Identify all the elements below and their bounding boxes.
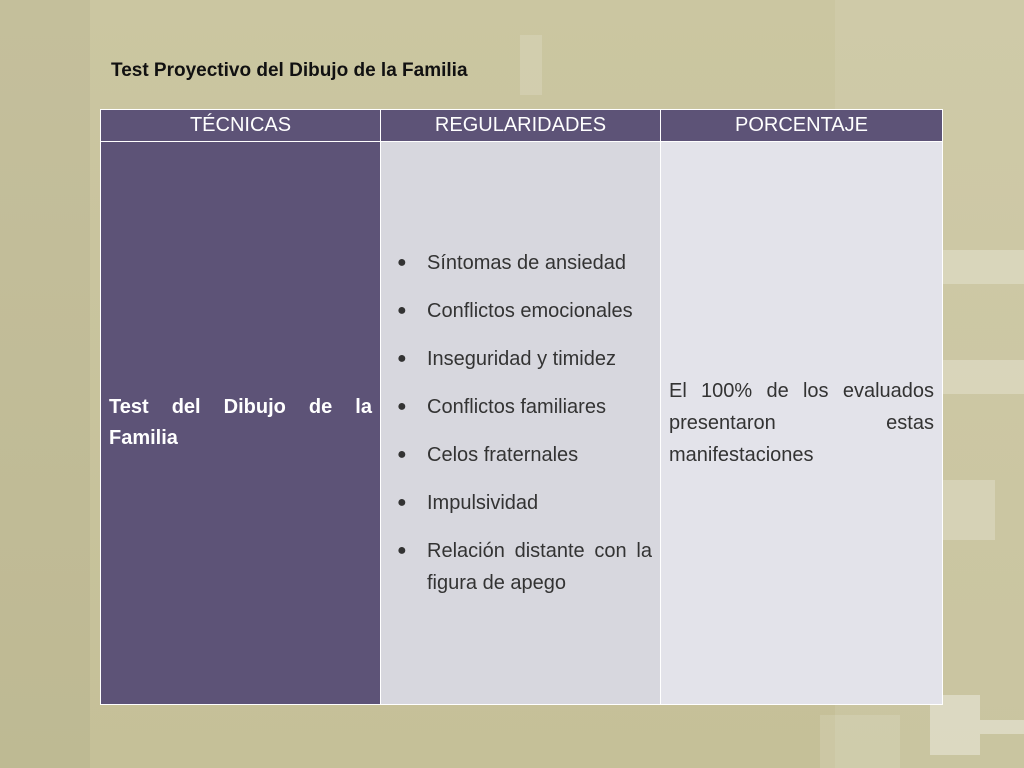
bullet-icon: ● — [397, 446, 407, 463]
background-bar — [940, 250, 1024, 284]
list-item — [395, 535, 652, 599]
list-item — [395, 343, 652, 375]
list-item-text: Impulsividad — [427, 492, 539, 514]
list-item-text: Síntomas de ansiedad — [427, 252, 627, 274]
table-row — [101, 142, 943, 705]
list-item — [395, 391, 652, 423]
list-item-text: Conflictos familiares — [427, 396, 606, 418]
table-header-row — [101, 110, 943, 142]
header-tecnicas: TÉCNICAS — [101, 110, 381, 142]
bullet-icon: ● — [397, 542, 407, 559]
regularities-list — [381, 247, 660, 599]
list-item-text: Inseguridad y timidez — [427, 348, 616, 370]
list-item — [395, 295, 652, 327]
bullet-icon: ● — [397, 398, 407, 415]
bullet-icon: ● — [397, 494, 407, 511]
technique-cell: Test del Dibujo de la Familia — [101, 142, 381, 705]
list-item-text: Relación distante con la figura de apego — [427, 540, 652, 594]
bullet-icon: ● — [397, 254, 407, 271]
bullet-icon: ● — [397, 302, 407, 319]
background-block — [820, 715, 900, 768]
percentage-cell: El 100% de los evaluados presentaron estas manifestaciones — [661, 142, 943, 705]
list-item-text: Conflictos emocionales — [427, 300, 633, 322]
bullet-icon: ● — [397, 350, 407, 367]
background-block — [940, 480, 995, 540]
results-table — [100, 109, 943, 705]
list-item — [395, 247, 652, 279]
list-item — [395, 487, 652, 519]
slide-title: Test Proyectivo del Dibujo de la Familia — [111, 60, 468, 81]
background-bar — [980, 720, 1024, 734]
header-porcentaje: PORCENTAJE — [661, 110, 943, 142]
list-item — [395, 439, 652, 471]
regularities-cell — [381, 142, 661, 705]
background-bar — [940, 360, 1024, 394]
list-item-text: Celos fraternales — [427, 444, 579, 466]
background-bar — [520, 35, 542, 95]
header-regularidades: REGULARIDADES — [381, 110, 661, 142]
background-panel-left — [0, 0, 90, 768]
